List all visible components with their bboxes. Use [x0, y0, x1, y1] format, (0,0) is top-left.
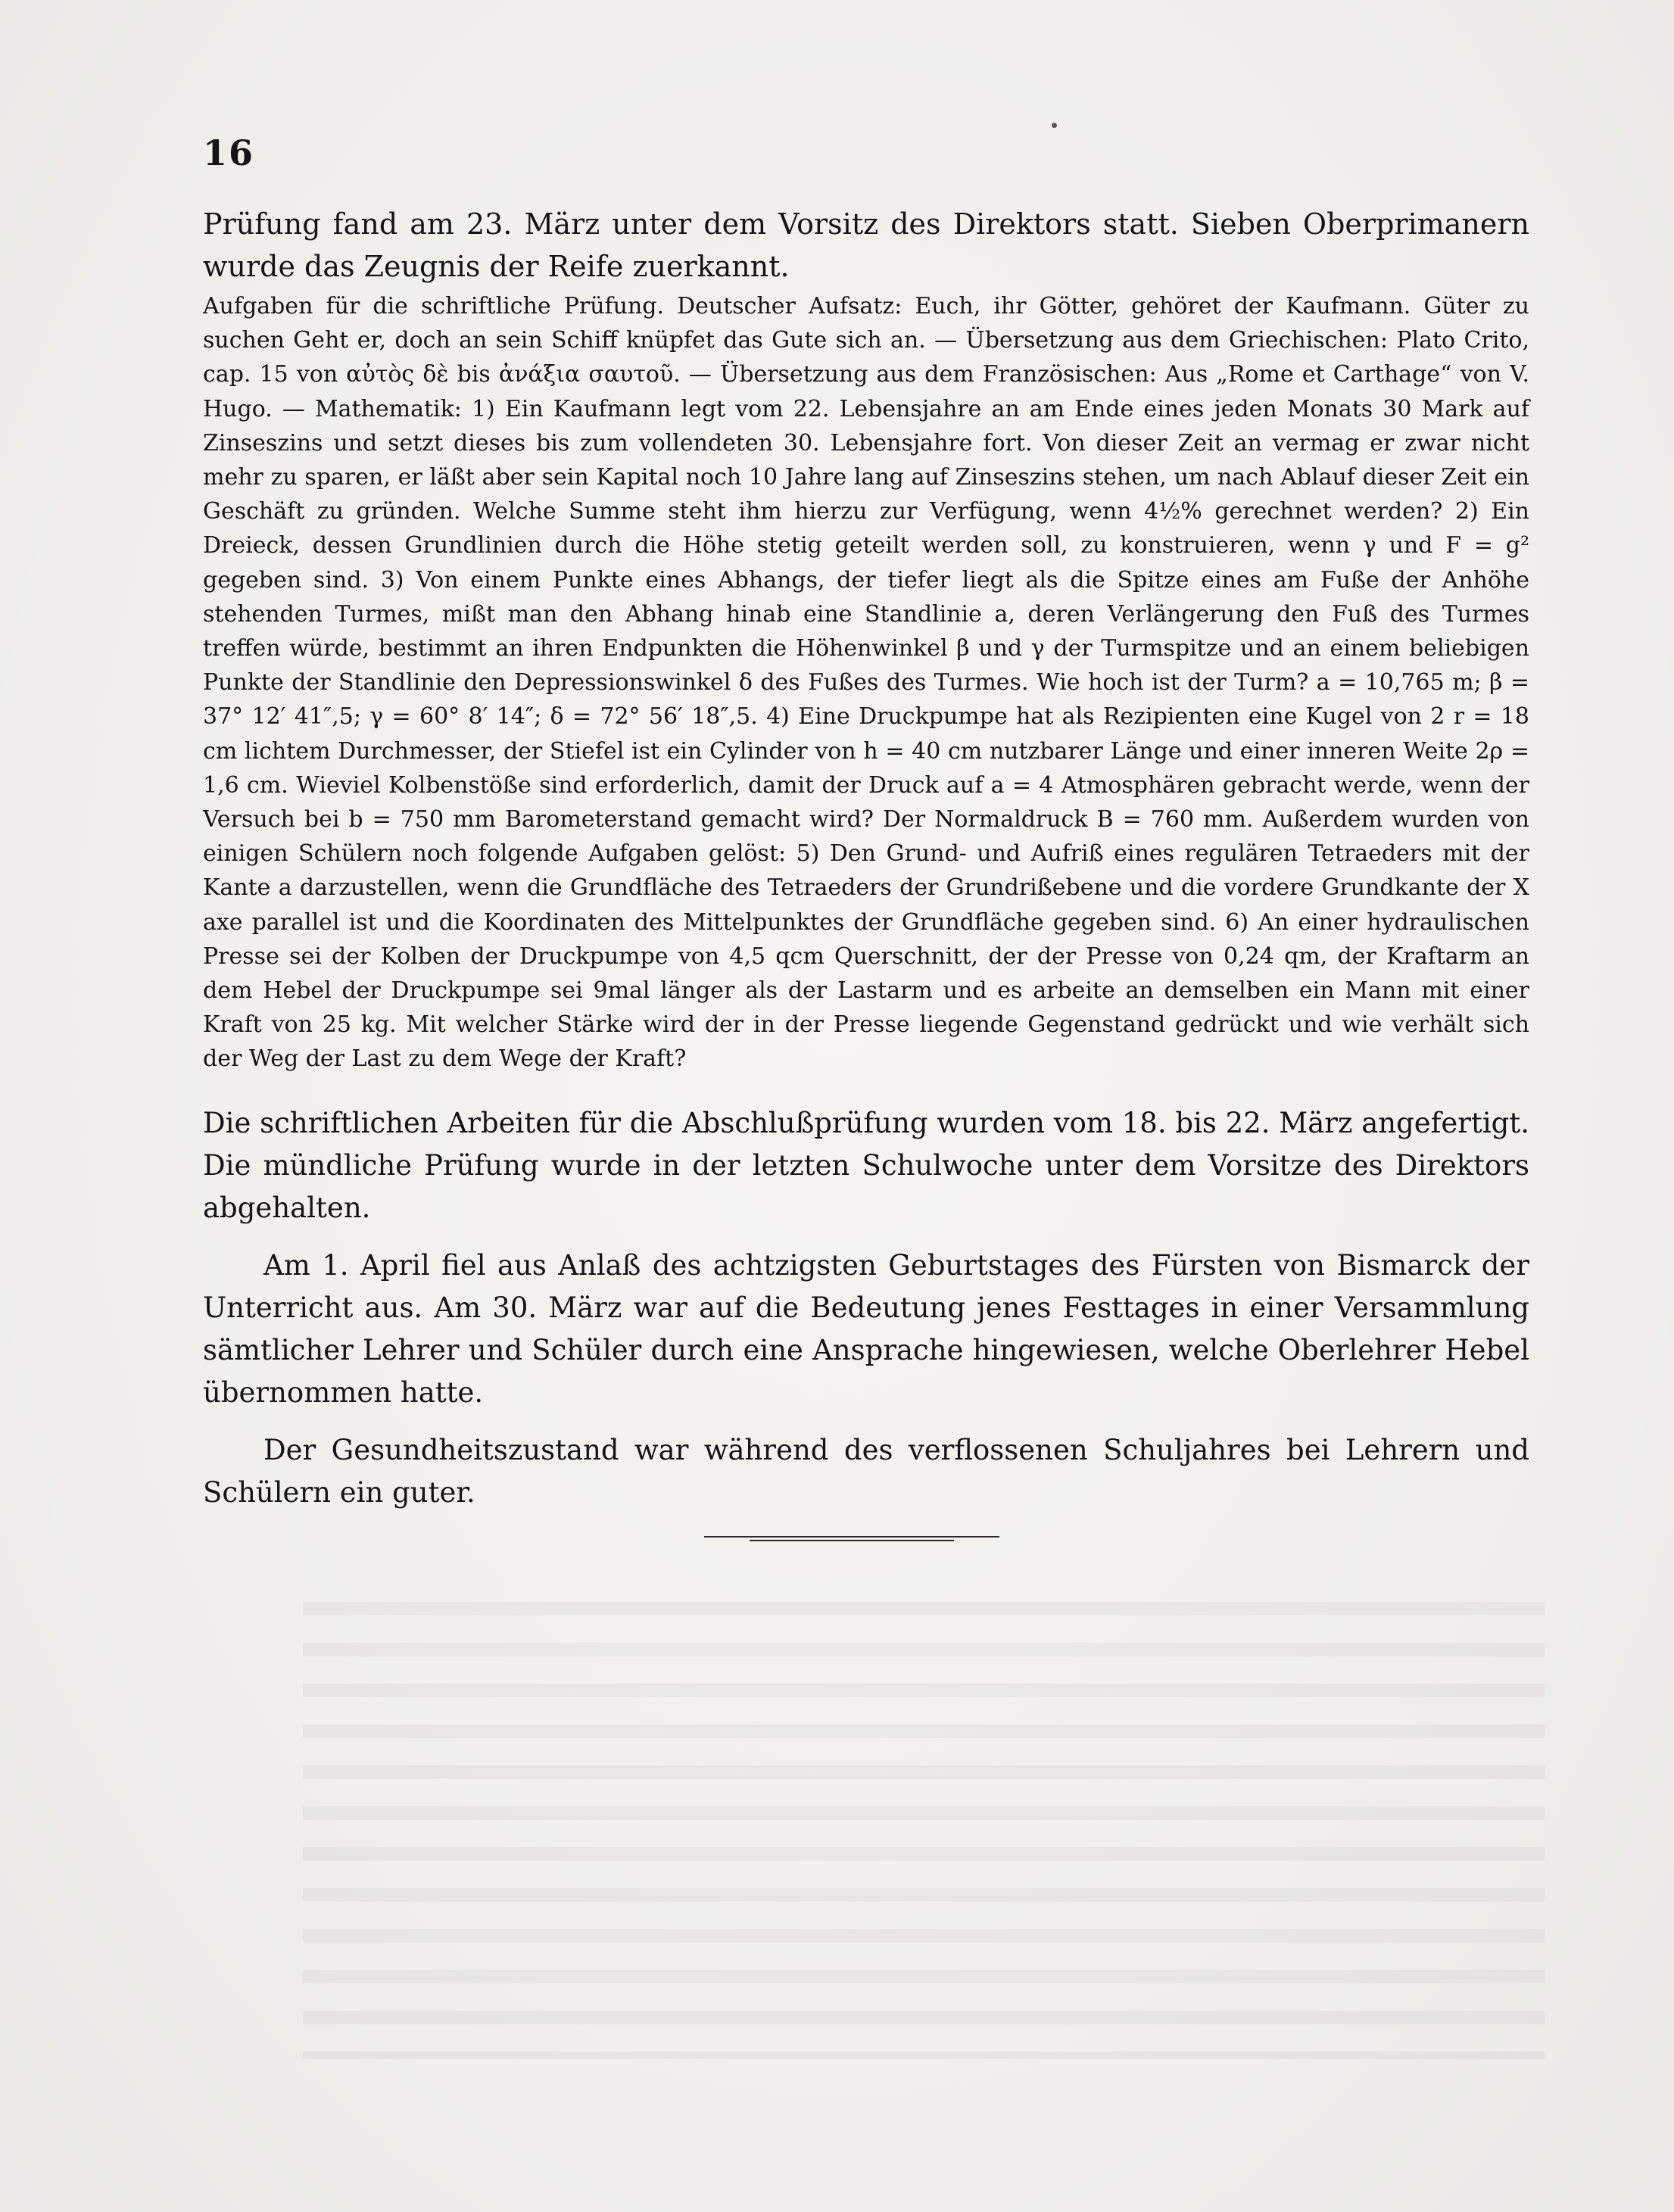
body-paragraphs — [203, 1102, 1529, 1514]
exam-tasks-paragraph: Aufgaben für die schriftliche Prüfung. Deutscher Aufsatz: Euch, ihr Götter, gehöret der Kaufmann. Güter zu suchen Geht er, doch an sein Schiff knüpfet das Gute sich an. — Übersetzung aus dem Griechischen: Plato Crito, cap. 15 von αὐτὸς δὲ bis ἀνάξια σαυτοῦ. — Übersetzung aus dem Französischen: Aus „Rome et Carthage“ von V. Hugo. — Mathematik: 1) Ein Kaufmann legt vom 22. Lebensjahre an am Ende eines jeden Monats 30 Mark auf Zinseszins und setzt dieses bis zum vollendeten 30. Lebensjahre fort. Von dieser Zeit an vermag er zwar nicht mehr zu sparen, er läßt aber sein Kapital noch 10 Jahre lang auf Zinseszins stehen, um nach Ablauf dieser Zeit ein Geschäft zu gründen. Welche Summe steht ihm hierzu zur Verfügung, wenn 4½% gerechnet werden? 2) Ein Dreieck, dessen Grundlinien durch die Höhe stetig geteilt werden soll, zu konstruieren, wenn γ und F = g² gegeben sind. 3) Von einem Punkte eines Abhangs, der tiefer liegt als die Spitze eines am Fuße der Anhöhe stehenden Turmes, mißt man den Abhang hinab eine Standlinie a, deren Verlängerung den Fuß des Turmes treffen würde, bestimmt an ihren Endpunkten die Höhenwinkel β und γ der Turmspitze und an einem beliebigen Punkte der Standlinie den Depressionswinkel δ des Fußes des Turmes. Wie hoch ist der Turm? a = 10,765 m; β = 37° 12′ 41″,5; γ = 60° 8′ 14″; δ = 72° 56′ 18″,5. 4) Eine Druckpumpe hat als Rezipienten eine Kugel von 2 r = 18 cm lichtem Durchmesser, der Stiefel ist ein Cylinder von h = 40 cm nutzbarer Länge und einer inneren Weite 2ρ = 1,6 cm. Wieviel Kolbenstöße sind erforderlich, damit der Druck auf a = 4 Atmosphären gebracht werde, wenn der Versuch bei b = 750 mm Barometerstand gemacht wird? Der Normaldruck B = 760 mm. Außerdem wurden von einigen Schülern noch folgende Aufgaben gelöst: 5) Den Grund- und Aufriß eines regulären Tetraeders mit der Kante a darzustellen, wenn die Grundfläche des Tetraeders der Grundrißebene und die vordere Grundkante der X axe parallel ist und die Koordinaten des Mittelpunktes der Grundfläche gegeben sind. 6) An einer hydraulischen Presse sei der Kolben der Druckpumpe von 4,5 qcm Querschnitt, der der Presse von 0,24 qm, der Kraftarm an dem Hebel der Druckpumpe sei 9mal länger als der Lastarm und es arbeite an demselben ein Mann mit einer Kraft von 25 kg. Mit welcher Stärke wird der in der Presse liegende Gegenstand gedrückt und wie verhält sich der Weg der Last zu dem Wege der Kraft? — [203, 293, 1529, 1073]
print-speck — [1052, 123, 1057, 128]
rule-line-bottom — [750, 1540, 954, 1541]
rule-line-top — [704, 1536, 999, 1537]
section-end-rule — [704, 1536, 999, 1541]
body-paragraph-bismarck: Am 1. April fiel aus Anlaß des achtzigsten Geburtstages des Fürsten von Bismarck der Unterricht aus. Am 30. März war auf die Bedeutung jenes Festtages in einer Versammlung sämtlicher Lehrer und Schüler durch eine Ansprache hingewiesen, welche Oberlehrer Hebel übernommen hatte. — [203, 1249, 1529, 1409]
body-paragraph-health: Der Gesundheitszustand war während des verflossenen Schuljahres bei Lehrern und Schülern ein guter. — [203, 1434, 1529, 1509]
page-number: 16 — [203, 132, 255, 173]
show-through-text — [303, 1575, 1545, 2059]
intro-paragraph: Prüfung fand am 23. März unter dem Vorsitz des Direktors statt. Sieben Oberprimanern wurde das Zeugnis der Reife zuerkannt. — [203, 207, 1529, 283]
body-paragraph-exams: Die schriftlichen Arbeiten für die Abschlußprüfung wurden vom 18. bis 22. März angefertigt. Die mündliche Prüfung wurde in der letzten Schulwoche unter dem Vorsitze des Direktors abgehalten. — [203, 1107, 1529, 1224]
